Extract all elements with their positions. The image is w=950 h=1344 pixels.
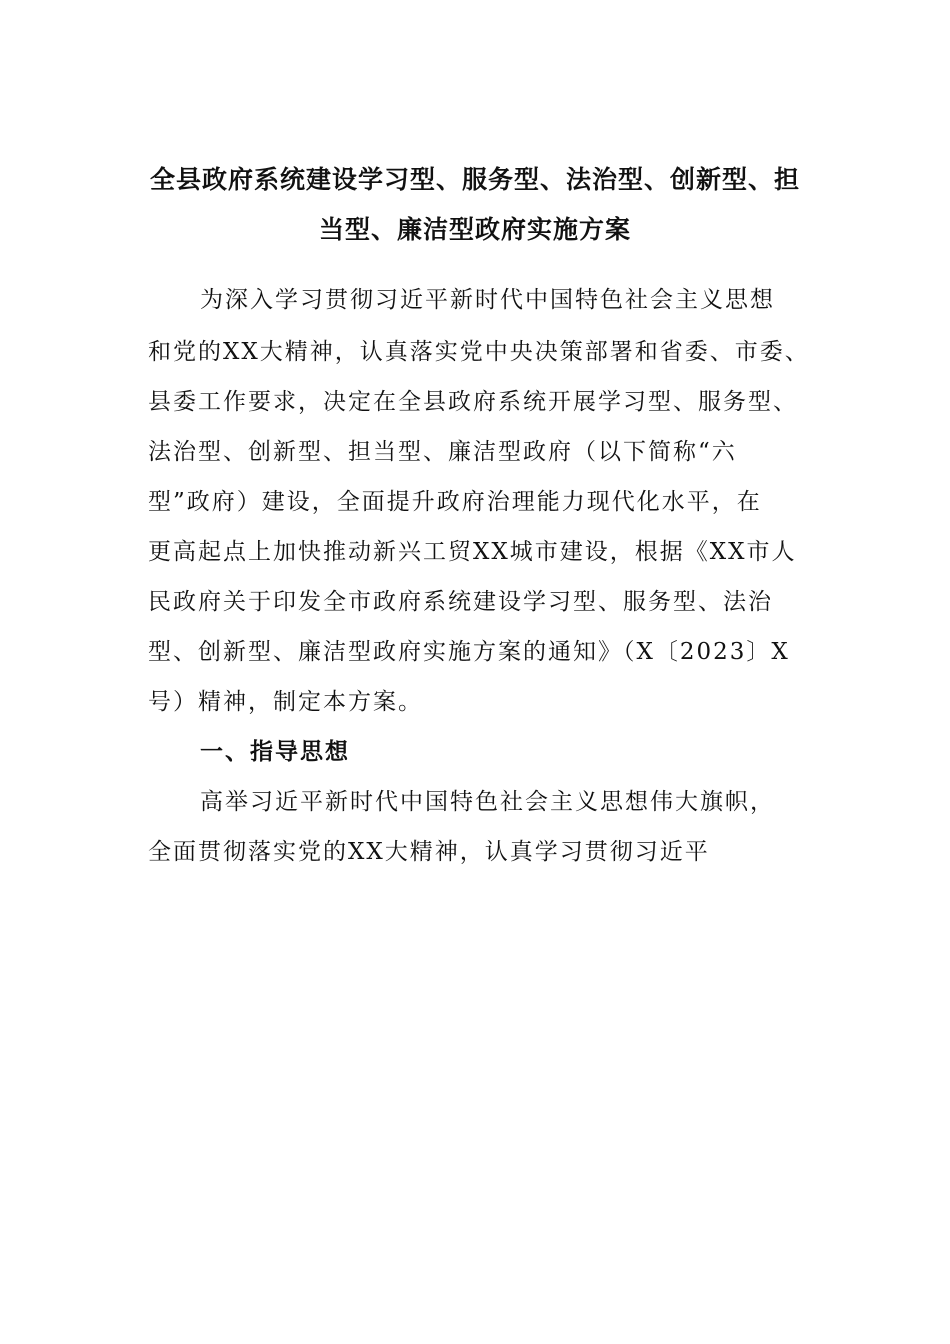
intro-paragraph-line-3: 县委工作要求，决定在全县政府系统开展学习型、服务型、: [148, 389, 798, 415]
intro-paragraph-line-4: 法治型、创新型、担当型、廉洁型政府（以下简称“六: [148, 439, 737, 465]
intro-paragraph-line-9: 号）精神，制定本方案。: [148, 689, 423, 715]
intro-paragraph-line-6: 更高起点上加快推动新兴工贸XX城市建设，根据《XX市人: [148, 539, 797, 565]
intro-paragraph-line-5: 型”政府）建设，全面提升政府治理能力现代化水平，在: [148, 489, 762, 515]
intro-paragraph-line-8: 型、创新型、廉洁型政府实施方案的通知》（X〔2023〕X: [148, 639, 790, 665]
document-title-line-1: 全县政府系统建设学习型、服务型、法治型、创新型、担: [149, 165, 800, 194]
document-title-line-2: 当型、廉洁型政府实施方案: [318, 215, 631, 244]
intro-paragraph-line-7: 民政府关于印发全市政府系统建设学习型、服务型、法治: [148, 589, 773, 615]
section1-paragraph-line-2: 全面贯彻落实党的XX大精神，认真学习贯彻习近平: [148, 839, 710, 865]
section1-paragraph-line-1: 高举习近平新时代中国特色社会主义思想伟大旗帜，: [200, 789, 775, 815]
section-heading-guiding-ideology: 一、指导思想: [200, 739, 350, 765]
intro-paragraph-line-2: 和党的XX大精神，认真落实党中央决策部署和省委、市委、: [148, 339, 810, 365]
intro-paragraph-line-1: 为深入学习贯彻习近平新时代中国特色社会主义思想: [200, 287, 775, 313]
